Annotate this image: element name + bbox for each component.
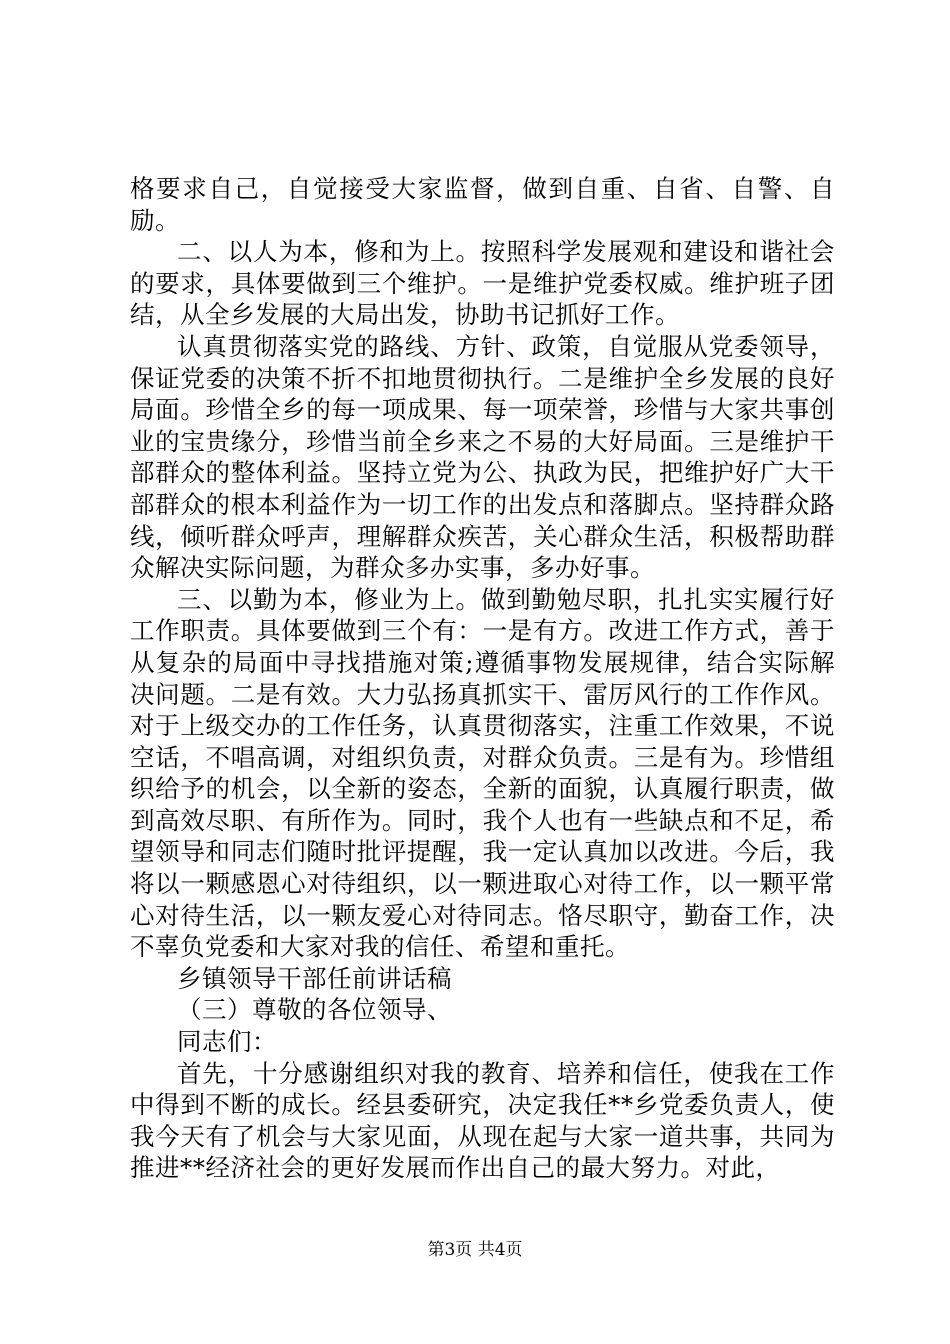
paragraph-1: 格要求自己，自觉接受大家监督，做到自重、自省、自警、自励。: [130, 174, 835, 235]
document-body: [130, 173, 835, 1184]
paragraph-2: 二、以人为本，修和为上。按照科学发展观和建设和谐社会的要求，具体要做到三个维护。一是维护党委权威。维护班子团结，从全乡发展的大局出发，协助书记抓好工作。: [130, 237, 835, 330]
paragraph-5: 首先，十分感谢组织对我的教育、培养和信任，使我在工作中得到不断的成长。经县委研究，决定我任**乡党委负责人，使我今天有了机会与大家见面，从现在起与大家一道共事，共同为推进**经济社会的更好发展而作出自己的最大努力。对此，: [130, 1058, 835, 1183]
paragraph-4: 三、以勤为本，修业为上。做到勤勉尽职，扎扎实实履行好工作职责。具体要做到三个有：一是有方。改进工作方式，善于从复杂的局面中寻找措施对策;遵循事物发展规律，结合实际解决问题。二是有效。大力弘扬真抓实干、雷厉风行的工作作风。对于上级交办的工作任务，认真贯彻落实，注重工作效果，不说空话，不唱高调，对组织负责，对群众负责。三是有为。珍惜组织给予的机会，以全新的姿态，全新的面貌，认真履行职责，做到高效尽职、有所作为。同时，我个人也有一些缺点和不足，希望领导和同志们随时批评提醒，我一定认真加以改进。今后，我将以一颗感恩心对待组织，以一颗进取心对待工作，以一颗平常心对待生活，以一颗友爱心对待同志。恪尽职守，勤奋工作，决不辜负党委和大家对我的信任、希望和重托。: [130, 584, 835, 962]
salutation-line-1: （三）尊敬的各位领导、: [177, 995, 452, 1025]
page-number-footer: 第3页 共4页: [427, 1240, 523, 1260]
paragraph-3: 认真贯彻落实党的路线、方针、政策，自觉服从党委领导，保证党委的决策不折不扣地贯彻执行。二是维护全乡发展的良好局面。珍惜全乡的每一项成果、每一项荣誉，珍惜与大家共事创业的宝贵缘分，珍惜当前全乡来之不易的大好局面。三是维护干部群众的整体利益。坚持立党为公、执政为民，把维护好广大干部群众的根本利益作为一切工作的出发点和落脚点。坚持群众路线，倾听群众呼声，理解群众疾苦，关心群众生活，积极帮助群众解决实际问题，为群众多办实事，多办好事。: [130, 331, 835, 583]
section-title: 乡镇领导干部任前讲话稿: [177, 963, 452, 993]
salutation-line-2: 同志们：: [177, 1027, 277, 1057]
